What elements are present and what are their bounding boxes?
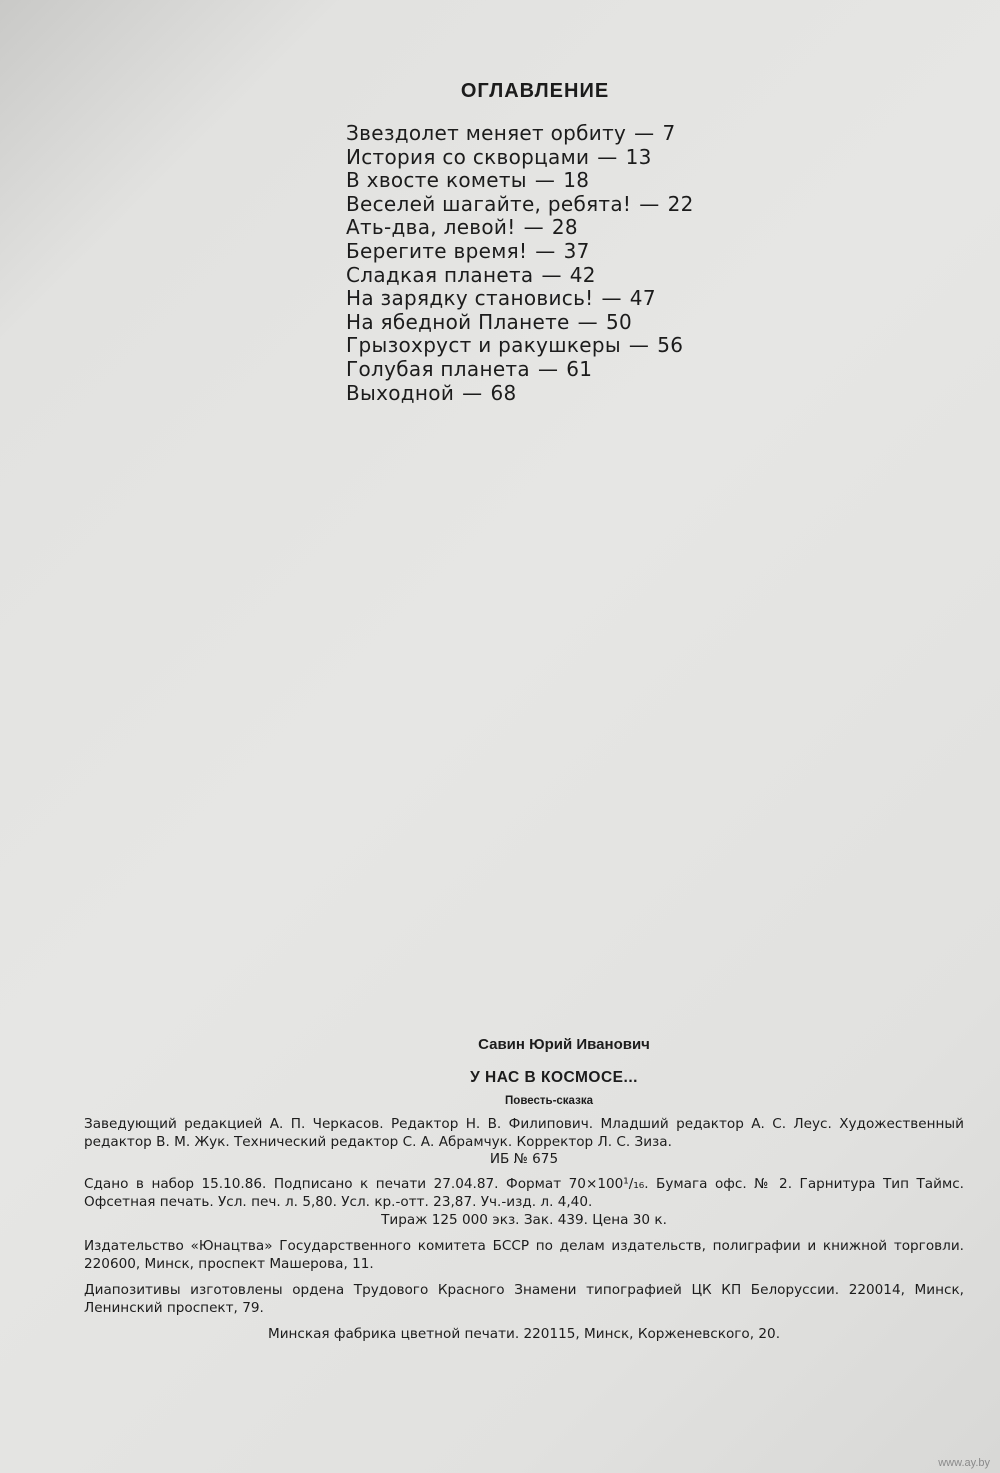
toc-entry-title: Берегите время! [346, 238, 528, 263]
toc-heading: ОГЛАВЛЕНИЕ [460, 80, 610, 102]
table-of-contents [346, 122, 694, 405]
toc-entry: Берегите время! — 37 [346, 238, 590, 263]
colophon [84, 1036, 964, 1343]
toc-entry-page: 68 [490, 380, 517, 405]
toc-entry-page: 28 [551, 215, 578, 240]
toc-entry: Сладкая планета — 42 [346, 262, 596, 287]
toc-entry-title: История со скворцами [346, 144, 590, 169]
toc-entry: На ябедной Планете — 50 [346, 309, 633, 334]
toc-entry-title: На зарядку становись! [346, 286, 594, 311]
circulation-info: Тираж 125 000 экз. Зак. 439. Цена 30 к. [381, 1212, 667, 1228]
toc-entry: На зарядку становись! — 47 [346, 286, 656, 311]
toc-entry: Выходной — 68 [346, 380, 517, 405]
site-watermark: www.ay.by [938, 1457, 990, 1469]
toc-entry-title: Звездолет меняет орбиту [346, 121, 627, 145]
toc-entry-page: 37 [563, 238, 590, 263]
diapositives-info: Диапозитивы изготовлены ордена Трудового Красного Знамени типографией ЦК КП Белоруссии. 220014, Минск, Ленинский проспект, 79. [84, 1282, 964, 1316]
toc-entry-page: 13 [625, 144, 652, 169]
toc-entry-page: 47 [629, 286, 656, 311]
toc-entry: Ать-два, левой! — 28 [346, 215, 578, 240]
toc-entry-title: На ябедной Планете [346, 309, 570, 334]
publisher-info: Издательство «Юнацтва» Государственного комитета БССР по делам издательств, полиграфии и книжной торговли. 220600, Минск, проспект Машерова, 11. [84, 1238, 964, 1272]
toc-entry-page: 42 [569, 262, 596, 287]
toc-entry: Звездолет меняет орбиту — 7 [346, 121, 676, 145]
toc-entry-title: Выходной [346, 380, 455, 405]
toc-entry-page: 22 [667, 191, 694, 216]
toc-entry: Голубая планета — 61 [346, 356, 593, 381]
toc-entry: История со скворцами — 13 [346, 144, 652, 169]
editors-credits: Заведующий редакцией А. П. Черкасов. Редактор Н. В. Филипович. Младший редактор А. С. Леус. Художественный редактор В. М. Жук. Технический редактор С. А. Абрамчук. Корректор Л. С. Зиза. [84, 1116, 964, 1150]
toc-entry-title: Грызохруст и ракушкеры [346, 333, 621, 358]
toc-entry-title: Сладкая планета [346, 262, 534, 287]
toc-entry-page: 61 [566, 356, 593, 381]
toc-entry-title: Веселей шагайте, ребята! [346, 191, 632, 216]
toc-entry-title: Голубая планета [346, 356, 530, 381]
toc-entry-page: 56 [657, 333, 684, 358]
book-title: У НАС В КОСМОСЕ... [470, 1069, 638, 1086]
toc-entry-page: 50 [605, 309, 633, 334]
toc-entry: В хвосте кометы — 18 [346, 168, 590, 193]
print-details: Сдано в набор 15.10.86. Подписано к печати 27.04.87. Формат 70×100¹/₁₆. Бумага офс. № 2. Гарнитура Тип Таймс. Офсетная печать. Усл. печ. л. 5,80. Усл. кр.-отт. 23,87. Уч.-изд. л. 4,40. [84, 1176, 964, 1210]
toc-entry-page: 18 [563, 168, 590, 193]
book-genre: Повесть-сказка [505, 1095, 593, 1107]
toc-entry-page: 7 [662, 121, 676, 145]
toc-entry: Грызохруст и ракушкеры — 56 [346, 333, 684, 358]
author-name: Савин Юрий Иванович [478, 1036, 650, 1053]
ib-number: ИБ № 675 [489, 1151, 559, 1167]
toc-entry-title: Ать-два, левой! [346, 215, 516, 240]
printer-info: Минская фабрика цветной печати. 220115, Минск, Корженевского, 20. [267, 1326, 781, 1342]
toc-entry: Веселей шагайте, ребята! — 22 [346, 191, 694, 216]
toc-entry-title: В хвосте кометы [346, 168, 527, 193]
